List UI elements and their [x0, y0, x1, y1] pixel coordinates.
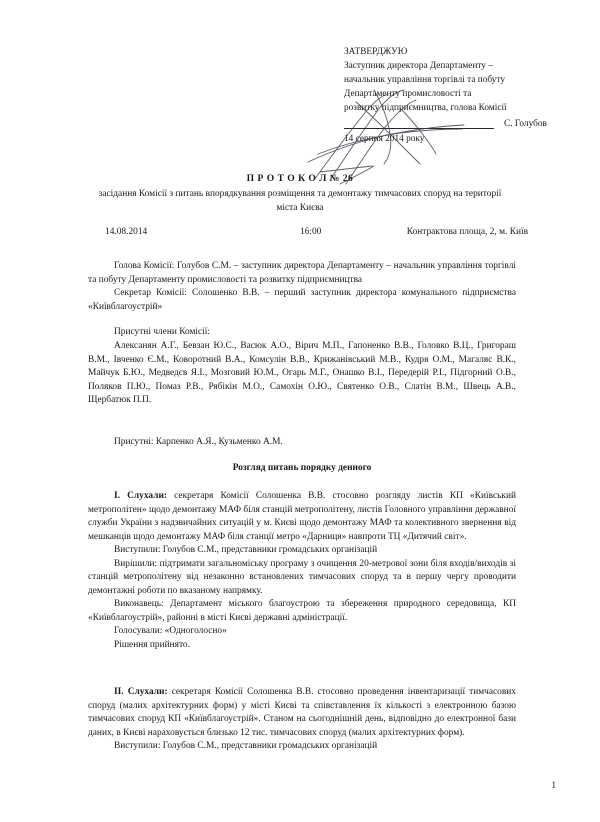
- secretary-line: Секретар Комісії: Солошенко В.В. – перший заступник директора комунального підприємства «Київблагоустрій»: [88, 288, 516, 312]
- approval-block: [344, 46, 596, 146]
- approval-line-3: Департаменту промисловості та: [344, 88, 472, 99]
- agenda-item-2: [88, 686, 516, 754]
- approval-line-4: розвитку підприємництва, голова Комісії: [344, 102, 507, 113]
- signature-row: [344, 117, 596, 132]
- guests-block: [88, 436, 516, 450]
- agenda-heading: Розгляд питань порядку денного: [232, 463, 372, 473]
- item-1-heard: [88, 490, 516, 544]
- meeting-place: Контрактова площа, 2, м. Київ: [406, 227, 528, 237]
- members-list: Алексанян А.Г., Бевзан Ю.С., Васюк А.О., Вірич М.П., Гапоненко В.В., Головко В.Ц., Григораш В.М., Івченко Є.М., Коворотний В.А., Комсулін В.В., Крижанівський М.В., Кудря О.М., Магаляс В.К., Майчук Б.Ю., Медведєв Я.І., Мозговий Ю.М., Огарь М.Г., Онашко В.І., Передерій Р.І., Підгорний О.В., Поляков П.Ю., Помаз Р.В., Рябікін М.О., Самохін О.Ю., Святенко О.В., Слатін В.М., Швець А.В., Щербатюк П.П.: [88, 341, 516, 406]
- chair-line: Голова Комісії: Голубов С.М. – заступник директора Департаменту – начальник управління торгівлі та побуту Департаменту промисловості та розвитку підприємництва: [88, 261, 516, 285]
- members-list-block: [88, 340, 516, 408]
- item-1-result: Рішення прийнято.: [114, 639, 190, 650]
- item-2-number: II.: [114, 687, 124, 697]
- item-2-heard-text: секретаря Комісії Солошенка В.В. стосовно проведення інвентаризації тимчасових споруд (малих архітектурних форм) у місті Києві та співставлення їх кількості з електронною базою тимчасових споруд КП «Київблагоустрій». Станом на сьогоднішній день, відповідно до електронної бази даних, в Києві нараховується близько 12 тис. тимчасових споруд (малих архітектурних форм).: [88, 687, 516, 738]
- item-2-heard: [88, 686, 516, 740]
- approval-heading: ЗАТВЕРДЖУЮ: [344, 47, 408, 57]
- item-1-number: I.: [114, 491, 120, 501]
- item-2-spoke: Виступили: Голубов С.М., представники громадських організацій: [114, 741, 378, 752]
- approval-line-1: Заступник директора Департаменту –: [344, 60, 493, 71]
- approval-line-2: начальник управління торгівлі та побуту: [344, 74, 506, 85]
- page-subtitle: засідання Комісії з питань впорядкування розміщення та демонтажу тимчасових споруд на території міста Києва: [98, 189, 502, 213]
- item-1-heard-label: Слухали:: [127, 491, 167, 501]
- item-1-decided: Вирішили: підтримати загальноміську програму з очищення 20-метрової зони біля входів/виходів зі станцій метрополітену від незаконно встановлених тимчасових споруд та в першу чергу проводити демонтажні роботи по вказаному напрямку.: [88, 558, 516, 596]
- signature-rule: [344, 128, 494, 129]
- officers-block: [88, 260, 516, 314]
- item-2-heard-label: Слухали:: [127, 687, 168, 697]
- item-1-executor: Виконавець: Департамент міського благоустрою та збереження природного середовища, КП «Київблагоустрій», районні в місті Києві державні адміністрації.: [88, 599, 516, 623]
- item-1-voted: Голосували: «Одноголосно»: [114, 626, 227, 637]
- item-1-spoke: Виступили: Голубов С.М., представники громадських організацій: [114, 545, 378, 556]
- agenda-item-1: [88, 490, 516, 652]
- approval-date: 14 серпня 2014 року: [344, 133, 425, 144]
- guests-line: Присутні: Карпенко А.Я., Кузьменко А.М.: [114, 437, 283, 447]
- meeting-time: 16:00: [300, 227, 322, 237]
- item-1-heard-text: секретаря Комісії Солошенка В.В. стосовно розгляду листів КП «Київський метрополітен» щодо демонтажу МАФ біля станцій метрополітену, листів Головного управління державної служби України з надзвичайних ситуацій у м. Києві щодо демонтажу МАФ та колективного звернення від мешканців щодо демонтажу МАФ біля станції метро «Дарниця» навпроти ТЦ «Дитячий світ».: [88, 491, 516, 542]
- meeting-date: 14.08.2014: [105, 227, 148, 237]
- members-label-block: [88, 326, 516, 340]
- meta-row: [88, 226, 528, 238]
- page-number: 1: [551, 781, 556, 791]
- signer-name: С. Голубов: [504, 118, 547, 129]
- members-label: Присутні члени Комісії:: [114, 327, 211, 337]
- page-title: П Р О Т О К О Л № 26: [246, 173, 354, 184]
